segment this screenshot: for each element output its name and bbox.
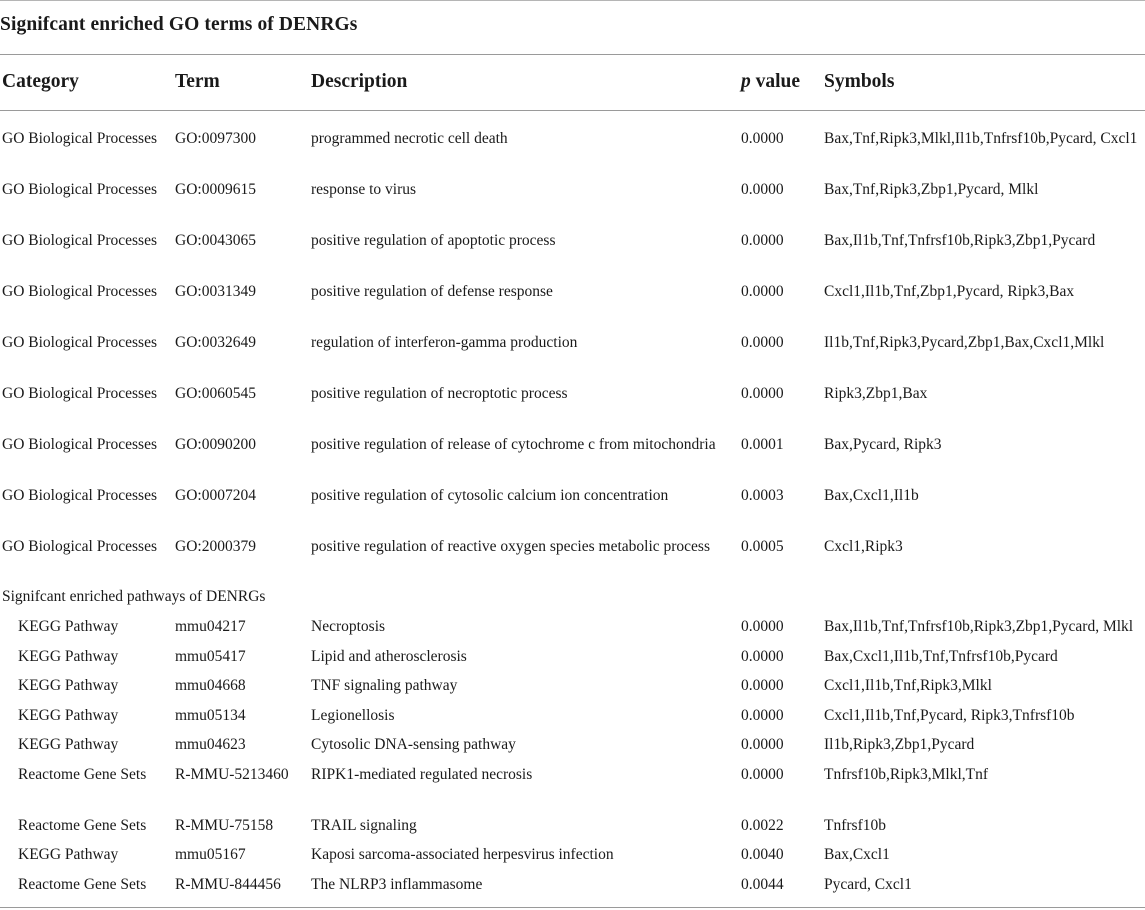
cell-description: Necroptosis xyxy=(311,618,386,635)
cell-description: Cytosolic DNA-sensing pathway xyxy=(311,736,516,753)
cell-symbols: Bax,Il1b,Tnf,Tnfrsf10b,Ripk3,Zbp1,Pycard xyxy=(824,232,1096,249)
cell-p-value: 0.0044 xyxy=(741,876,784,893)
cell-category: KEGG Pathway xyxy=(18,677,119,694)
cell-category: GO Biological Processes xyxy=(2,130,157,147)
cell-symbols: Cxcl1,Il1b,Tnf,Zbp1,Pycard, Ripk3,Bax xyxy=(824,283,1075,300)
cell-p-value: 0.0000 xyxy=(741,334,784,351)
cell-term: GO:0060545 xyxy=(175,385,256,402)
cell-symbols: Bax,Pycard, Ripk3 xyxy=(824,436,942,453)
cell-category: KEGG Pathway xyxy=(18,846,119,863)
cell-term: GO:0032649 xyxy=(175,334,256,351)
cell-term: GO:0043065 xyxy=(175,232,256,249)
cell-term: mmu05417 xyxy=(175,648,246,665)
cell-p-value: 0.0000 xyxy=(741,181,784,198)
cell-symbols: Bax,Cxcl1 xyxy=(824,846,890,863)
cell-term: mmu04217 xyxy=(175,618,246,635)
cell-description: programmed necrotic cell death xyxy=(311,130,508,147)
cell-symbols: Bax,Cxcl1,Il1b,Tnf,Tnfrsf10b,Pycard xyxy=(824,648,1058,665)
cell-term: GO:0031349 xyxy=(175,283,256,300)
cell-term: GO:0090200 xyxy=(175,436,256,453)
cell-term: GO:0007204 xyxy=(175,487,256,504)
cell-symbols: Tnfrsf10b xyxy=(824,817,886,834)
cell-symbols: Il1b,Ripk3,Zbp1,Pycard xyxy=(824,736,975,753)
cell-symbols: Bax,Tnf,Ripk3,Mlkl,Il1b,Tnfrsf10b,Pycard, Cxcl1 xyxy=(824,130,1138,147)
cell-term: mmu04668 xyxy=(175,677,246,694)
cell-term: GO:2000379 xyxy=(175,538,256,555)
cell-term: R-MMU-75158 xyxy=(175,817,274,834)
cell-p-value: 0.0005 xyxy=(741,538,784,555)
header-symbols: Symbols xyxy=(824,71,895,92)
cell-description: regulation of interferon-gamma production xyxy=(311,334,578,351)
cell-p-value: 0.0000 xyxy=(741,283,784,300)
cell-p-value: 0.0000 xyxy=(741,232,784,249)
cell-description: Kaposi sarcoma-associated herpesvirus infection xyxy=(311,846,614,863)
cell-category: GO Biological Processes xyxy=(2,232,157,249)
cell-symbols: Bax,Il1b,Tnf,Tnfrsf10b,Ripk3,Zbp1,Pycard, Mlkl xyxy=(824,618,1134,635)
cell-description: positive regulation of reactive oxygen species metabolic process xyxy=(311,538,710,555)
cell-p-value: 0.0000 xyxy=(741,766,784,783)
cell-category: GO Biological Processes xyxy=(2,283,157,300)
cell-symbols: Ripk3,Zbp1,Bax xyxy=(824,385,928,402)
cell-description: positive regulation of apoptotic process xyxy=(311,232,556,249)
cell-category: GO Biological Processes xyxy=(2,487,157,504)
cell-category: KEGG Pathway xyxy=(18,736,119,753)
cell-symbols: Bax,Tnf,Ripk3,Zbp1,Pycard, Mlkl xyxy=(824,181,1039,198)
cell-category: Reactome Gene Sets xyxy=(18,817,147,834)
cell-term: GO:0009615 xyxy=(175,181,256,198)
cell-term: mmu05167 xyxy=(175,846,246,863)
cell-description: TRAIL signaling xyxy=(311,817,417,834)
cell-p-value: 0.0001 xyxy=(741,436,784,453)
section-label: Signifcant enriched pathways of DENRGs xyxy=(2,588,266,605)
cell-description: Lipid and atherosclerosis xyxy=(311,648,467,665)
cell-category: Reactome Gene Sets xyxy=(18,766,147,783)
cell-description: RIPK1-mediated regulated necrosis xyxy=(311,766,533,783)
header-category: Category xyxy=(2,71,79,92)
cell-description: positive regulation of defense response xyxy=(311,283,553,300)
cell-p-value: 0.0000 xyxy=(741,618,784,635)
header-description: Description xyxy=(311,71,408,92)
cell-category: GO Biological Processes xyxy=(2,181,157,198)
cell-term: R-MMU-844456 xyxy=(175,876,281,893)
cell-p-value: 0.0000 xyxy=(741,648,784,665)
header-p-rest: value xyxy=(750,71,801,92)
cell-category: KEGG Pathway xyxy=(18,707,119,724)
cell-term: GO:0097300 xyxy=(175,130,256,147)
cell-category: Reactome Gene Sets xyxy=(18,876,147,893)
cell-term: mmu05134 xyxy=(175,707,246,724)
cell-category: KEGG Pathway xyxy=(18,618,119,635)
cell-symbols: Pycard, Cxcl1 xyxy=(824,876,912,893)
cell-category: GO Biological Processes xyxy=(2,436,157,453)
cell-description: TNF signaling pathway xyxy=(311,677,458,694)
cell-p-value: 0.0000 xyxy=(741,677,784,694)
cell-p-value: 0.0000 xyxy=(741,736,784,753)
cell-description: Legionellosis xyxy=(311,707,395,724)
header-p-italic: p xyxy=(741,71,751,92)
cell-p-value: 0.0000 xyxy=(741,707,784,724)
cell-p-value: 0.0040 xyxy=(741,846,784,863)
cell-p-value: 0.0003 xyxy=(741,487,784,504)
cell-description: positive regulation of release of cytochrome c from mitochondria xyxy=(311,436,716,453)
cell-term: mmu04623 xyxy=(175,736,246,753)
cell-symbols: Cxcl1,Ripk3 xyxy=(824,538,903,555)
cell-category: GO Biological Processes xyxy=(2,538,157,555)
cell-description: positive regulation of cytosolic calcium ion concentration xyxy=(311,487,669,504)
cell-p-value: 0.0000 xyxy=(741,385,784,402)
cell-description: response to virus xyxy=(311,181,417,198)
cell-category: GO Biological Processes xyxy=(2,385,157,402)
cell-p-value: 0.0022 xyxy=(741,817,784,834)
cell-symbols: Il1b,Tnf,Ripk3,Pycard,Zbp1,Bax,Cxcl1,Mlkl xyxy=(824,334,1105,351)
cell-category: GO Biological Processes xyxy=(2,334,157,351)
cell-term: R-MMU-5213460 xyxy=(175,766,289,783)
cell-description: positive regulation of necroptotic process xyxy=(311,385,568,402)
cell-symbols: Bax,Cxcl1,Il1b xyxy=(824,487,919,504)
cell-category: KEGG Pathway xyxy=(18,648,119,665)
header-term: Term xyxy=(175,71,220,92)
cell-symbols: Tnfrsf10b,Ripk3,Mlkl,Tnf xyxy=(824,766,989,783)
cell-p-value: 0.0000 xyxy=(741,130,784,147)
table-bottom-rule xyxy=(0,907,1145,908)
table-caption: Signifcant enriched GO terms of DENRGs xyxy=(0,14,358,35)
cell-symbols: Cxcl1,Il1b,Tnf,Ripk3,Mlkl xyxy=(824,677,992,694)
cell-description: The NLRP3 inflammasome xyxy=(311,876,483,893)
cell-symbols: Cxcl1,Il1b,Tnf,Pycard, Ripk3,Tnfrsf10b xyxy=(824,707,1075,724)
